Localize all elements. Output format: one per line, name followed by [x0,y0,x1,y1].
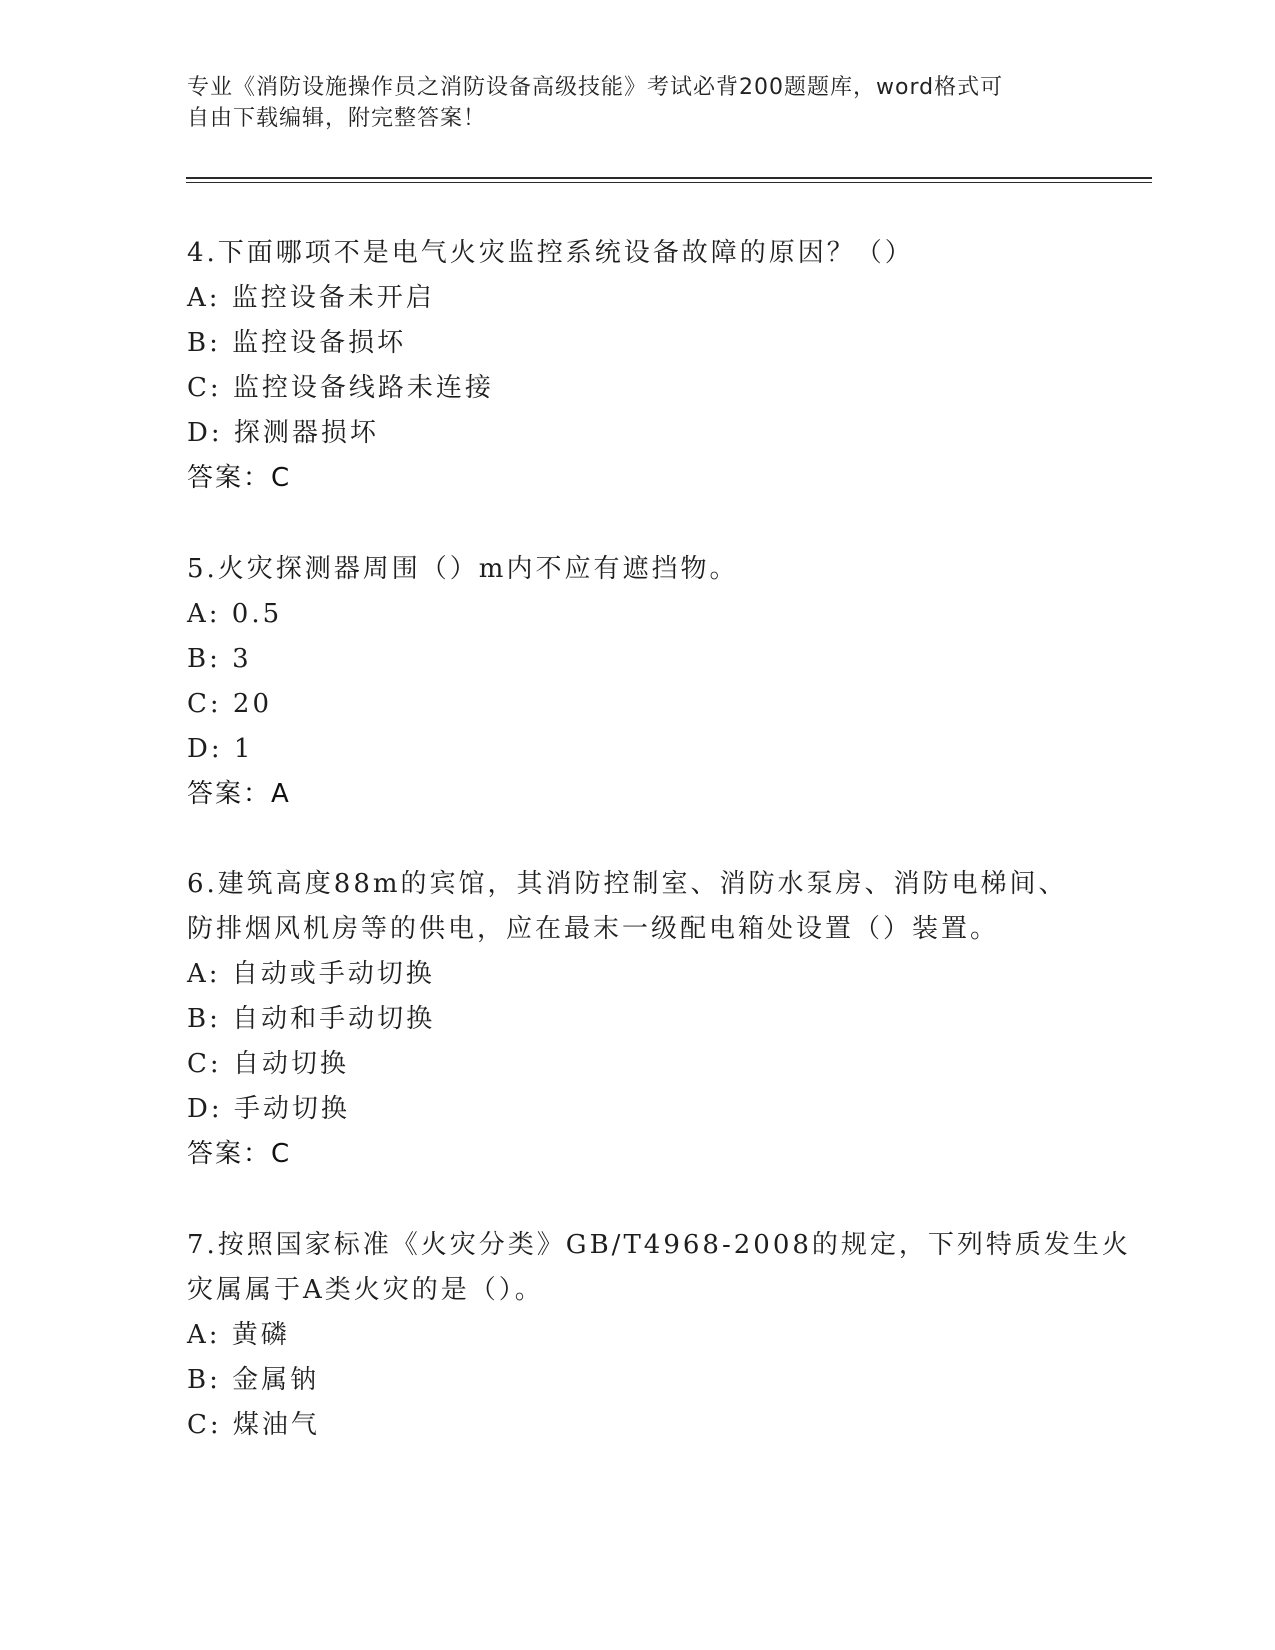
question-4-answer: 答案：C [187,463,292,493]
question-5-stem: 5.火灾探测器周围（）m内不应有遮挡物。 [187,554,739,584]
header-divider-thin [186,182,1152,183]
question-6-stem-line-1: 6.建筑高度88m的宾馆，其消防控制室、消防水泵房、消防电梯间、 [187,869,1068,899]
header-divider-thick [186,177,1152,179]
header-line-2: 自由下载编辑，附完整答案！ [187,106,487,131]
question-5-option-a: A: 0.5 [187,599,283,629]
question-4-option-c: C: 监控设备线路未连接 [187,373,494,403]
question-6-answer: 答案：C [187,1139,292,1169]
question-5-option-d: D: 1 [187,734,254,764]
question-7-option-c: C: 煤油气 [187,1410,320,1440]
question-5-answer: 答案：A [187,779,291,809]
question-6-option-d: D: 手动切换 [187,1094,350,1124]
question-4-option-a: A: 监控设备未开启 [187,283,435,313]
question-6-stem-line-2: 防排烟风机房等的供电，应在最末一级配电箱处设置（）装置。 [187,914,1000,944]
question-4-stem: 4.下面哪项不是电气火灾监控系统设备故障的原因？（） [187,238,914,268]
question-5-option-c: C: 20 [187,689,273,719]
question-7-stem-line-1: 7.按照国家标准《火灾分类》GB/T4968-2008的规定，下列特质发生火 [187,1230,1131,1260]
question-6-option-a: A: 自动或手动切换 [187,959,435,989]
question-4-option-b: B: 监控设备损坏 [187,328,407,358]
question-6-option-c: C: 自动切换 [187,1049,349,1079]
question-7-stem-line-2: 灾属属于A类火灾的是（）。 [187,1275,544,1305]
question-6-option-b: B: 自动和手动切换 [187,1004,436,1034]
question-7-option-b: B: 金属钠 [187,1365,320,1395]
question-5-option-b: B: 3 [187,644,252,674]
header-line-1: 专业《消防设施操作员之消防设备高级技能》考试必背200题题库，word格式可 [187,75,1004,100]
question-4-option-d: D: 探测器损坏 [187,418,379,448]
question-7-option-a: A: 黄磷 [187,1320,290,1350]
